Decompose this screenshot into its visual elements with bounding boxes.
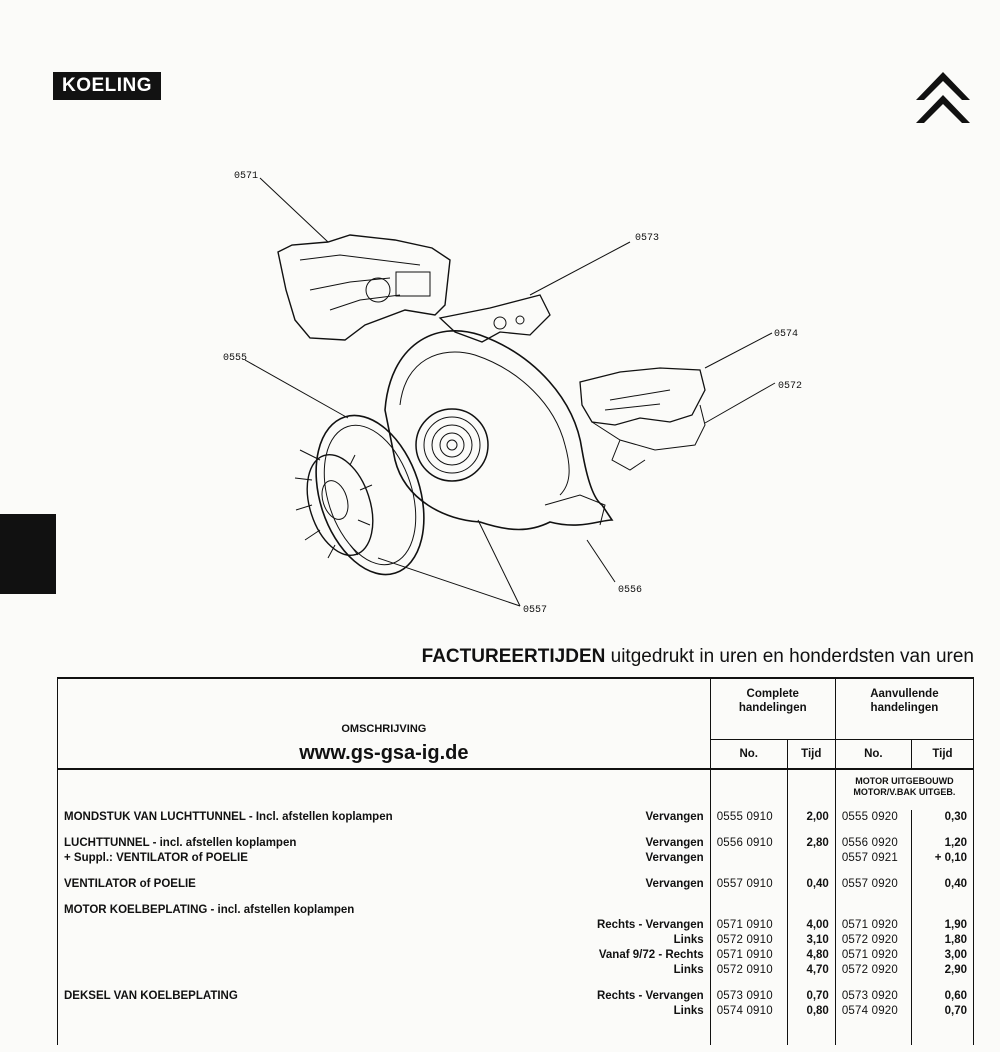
heading-bold: FACTUREERTIJDEN (421, 646, 606, 667)
table-row (58, 810, 974, 825)
row-complete-no: 0557 0910 (710, 877, 787, 892)
row-action: Links (673, 964, 704, 976)
row-action: Vervangen (645, 878, 704, 890)
section-label: KOELING (53, 72, 161, 100)
row-complete-tijd: 0,80 (787, 1004, 835, 1019)
callout-0557: 0557 (523, 605, 548, 616)
callout-0572: 0572 (778, 381, 803, 392)
row-complete-tijd (787, 903, 835, 918)
omschrijving-header: OMSCHRIJVING (58, 678, 711, 740)
table-row (58, 989, 974, 1004)
callout-0555: 0555 (223, 353, 248, 364)
row-aanvullende-no: 0572 0920 (835, 963, 911, 978)
row-complete-tijd: 4,80 (787, 948, 835, 963)
row-aanvullende-tijd (911, 903, 973, 918)
row-description: DEKSEL VAN KOELBEPLATING (64, 990, 238, 1002)
row-aanvullende-no: 0557 0921 (835, 851, 911, 866)
complete-header: Complete handelingen (710, 678, 835, 740)
website-label: www.gs-gsa-ig.de (58, 740, 711, 770)
cooling-exploded-diagram (200, 160, 820, 620)
table-row (58, 963, 974, 978)
table-row (58, 836, 974, 851)
row-aanvullende-tijd: 0,40 (911, 877, 973, 892)
row-complete-no (710, 851, 787, 866)
row-description: MONDSTUK VAN LUCHTTUNNEL - Incl. afstellen koplampen (64, 811, 393, 823)
row-action: Vervangen (645, 852, 704, 864)
row-aanvullende-tijd: 0,60 (911, 989, 973, 1004)
row-complete-tijd: 0,40 (787, 877, 835, 892)
row-aanvullende-tijd: 1,80 (911, 933, 973, 948)
row-action: Vervangen (645, 811, 704, 823)
callout-0573: 0573 (635, 233, 660, 244)
factureertijden-heading (0, 646, 974, 668)
row-aanvullende-no: 0573 0920 (835, 989, 911, 1004)
row-complete-no: 0571 0910 (710, 948, 787, 963)
row-description: + Suppl.: VENTILATOR of POELIE (64, 852, 248, 864)
row-complete-no: 0571 0910 (710, 918, 787, 933)
table-row (58, 948, 974, 963)
tijd-header: Tijd (787, 740, 835, 770)
no-header: No. (835, 740, 911, 770)
table-row (58, 903, 974, 918)
row-aanvullende-tijd: 1,20 (911, 836, 973, 851)
row-complete-no: 0556 0910 (710, 836, 787, 851)
row-complete-no: 0572 0910 (710, 963, 787, 978)
row-description: LUCHTTUNNEL - incl. afstellen koplampen (64, 837, 297, 849)
row-action: Vanaf 9/72 - Rechts (598, 949, 704, 961)
callout-0571: 0571 (234, 171, 259, 182)
side-index-tab (0, 514, 56, 594)
row-action: Rechts - Vervangen (596, 919, 704, 931)
row-complete-tijd: 4,00 (787, 918, 835, 933)
row-complete-no: 0573 0910 (710, 989, 787, 1004)
callout-0574: 0574 (774, 329, 799, 340)
row-aanvullende-no: 0572 0920 (835, 933, 911, 948)
table-row (58, 918, 974, 933)
row-aanvullende-no: 0574 0920 (835, 1004, 911, 1019)
motor-uitgebouwd-label: MOTOR UITGEBOUWD MOTOR/V.BAK UITGEB. (835, 769, 973, 810)
row-aanvullende-tijd: 3,00 (911, 948, 973, 963)
callout-0556: 0556 (618, 585, 643, 596)
row-action: Links (673, 1005, 704, 1017)
row-aanvullende-no: 0555 0920 (835, 810, 911, 825)
row-complete-no: 0555 0910 (710, 810, 787, 825)
row-action: Vervangen (645, 837, 704, 849)
row-aanvullende-tijd: 0,70 (911, 1004, 973, 1019)
row-complete-no: 0574 0910 (710, 1004, 787, 1019)
row-action: Links (673, 934, 704, 946)
row-complete-tijd (787, 851, 835, 866)
heading-normal: uitgedrukt in uren en honderdsten van uren (605, 646, 974, 667)
no-header: No. (710, 740, 787, 770)
row-aanvullende-no: 0571 0920 (835, 948, 911, 963)
row-complete-tijd: 3,10 (787, 933, 835, 948)
citroen-double-chevron-icon (914, 70, 972, 130)
row-aanvullende-tijd: 1,90 (911, 918, 973, 933)
row-complete-tijd: 2,80 (787, 836, 835, 851)
row-aanvullende-no: 0557 0920 (835, 877, 911, 892)
tijd-header: Tijd (911, 740, 973, 770)
table-row (58, 1004, 974, 1019)
table-row (58, 933, 974, 948)
row-aanvullende-tijd: + 0,10 (911, 851, 973, 866)
row-complete-no (710, 903, 787, 918)
labor-rates-table (57, 677, 974, 1045)
row-aanvullende-no: 0556 0920 (835, 836, 911, 851)
row-action: Rechts - Vervangen (596, 990, 704, 1002)
row-aanvullende-no: 0571 0920 (835, 918, 911, 933)
table-row (58, 877, 974, 892)
row-complete-tijd: 4,70 (787, 963, 835, 978)
row-description: VENTILATOR of POELIE (64, 878, 196, 890)
row-complete-tijd: 2,00 (787, 810, 835, 825)
row-complete-no: 0572 0910 (710, 933, 787, 948)
aanvullende-header: Aanvullende handelingen (835, 678, 973, 740)
row-complete-tijd: 0,70 (787, 989, 835, 1004)
row-aanvullende-tijd: 2,90 (911, 963, 973, 978)
row-description: MOTOR KOELBEPLATING - incl. afstellen koplampen (64, 904, 355, 916)
row-aanvullende-tijd: 0,30 (911, 810, 973, 825)
row-aanvullende-no (835, 903, 911, 918)
table-row (58, 851, 974, 866)
